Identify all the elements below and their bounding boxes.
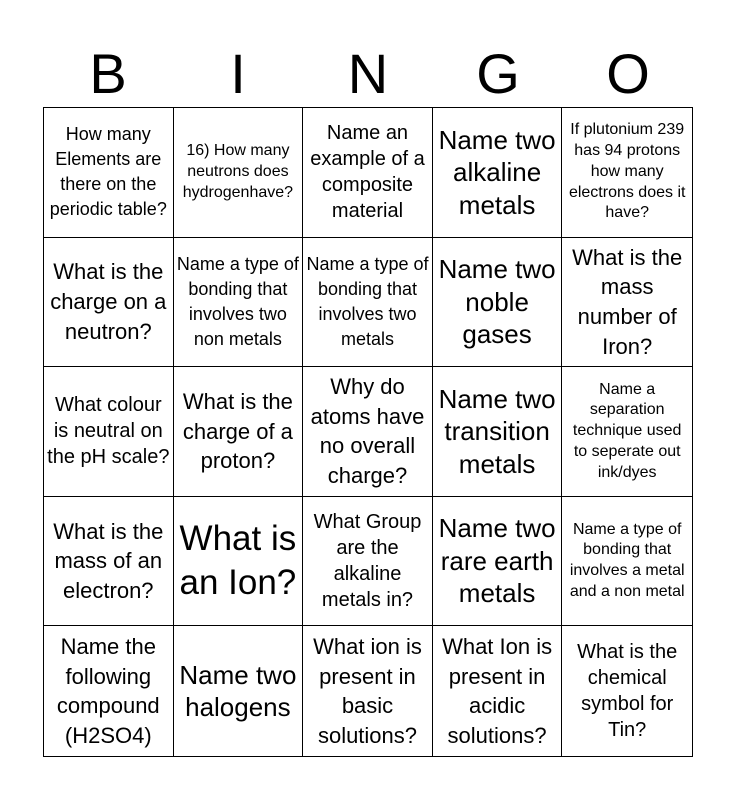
bingo-cell[interactable] (433, 367, 563, 497)
bingo-cell[interactable] (303, 108, 433, 238)
bingo-cell[interactable] (433, 626, 563, 756)
cell-text: Name a type of bonding that involves two metals (306, 253, 429, 350)
cell-text: Name two halogens (179, 659, 297, 723)
cell-text: If plutonium 239 has 94 protons how many electrons does it have? (568, 121, 686, 222)
bingo-cell[interactable] (174, 108, 304, 238)
bingo-cell[interactable] (303, 626, 433, 756)
cell-text: Name a type of bonding that involves a metal and a non metal (569, 520, 685, 600)
bingo-cell[interactable] (44, 238, 174, 368)
bingo-cell[interactable] (303, 497, 433, 627)
header-letter-b: B (89, 42, 127, 105)
cell-text: Name the following compound (H2SO4) (56, 633, 160, 748)
cell-text: What Ion is present in acidic solutions? (442, 633, 553, 748)
bingo-cell[interactable] (44, 497, 174, 627)
bingo-cell[interactable] (44, 108, 174, 238)
cell-text: What Group are the alkaline metals in? (313, 511, 422, 612)
cell-text: What colour is neutral on the pH scale? (47, 394, 170, 469)
cell-text: What is an Ion? (179, 519, 297, 603)
bingo-cell[interactable] (174, 238, 304, 368)
cell-text: Name an example of a composite material (310, 122, 425, 223)
bingo-cell[interactable] (562, 108, 692, 238)
bingo-cell[interactable] (44, 367, 174, 497)
cell-text: What ion is present in basic solutions? (313, 633, 422, 748)
header-letter-o: O (606, 42, 650, 105)
cell-text: Name two rare earth metals (438, 513, 556, 609)
cell-text: What is the charge on a neutron? (50, 259, 167, 344)
bingo-cell[interactable] (303, 238, 433, 368)
bingo-cell[interactable] (174, 626, 304, 756)
cell-text: Name two noble gases (438, 254, 556, 350)
bingo-cell[interactable] (44, 626, 174, 756)
cell-text: What is the chemical symbol for Tin? (577, 641, 678, 742)
bingo-cell[interactable] (303, 367, 433, 497)
cell-text: What is the mass number of Iron? (572, 244, 683, 359)
cell-text: 16) How many neutrons does hydrogenhave? (182, 142, 294, 201)
cell-text: What is the mass of an electron? (53, 518, 164, 603)
header-letter-n: N (347, 42, 389, 105)
cell-text: Name two alkaline metals (438, 124, 556, 220)
bingo-cell[interactable] (174, 497, 304, 627)
bingo-cell[interactable] (174, 367, 304, 497)
bingo-cell[interactable] (433, 497, 563, 627)
cell-text: Name two transition metals (438, 383, 556, 479)
bingo-cell[interactable] (562, 626, 692, 756)
bingo-cell[interactable] (433, 108, 563, 238)
cell-text: How many Elements are there on the periodic table? (49, 123, 167, 220)
bingo-cell[interactable] (433, 238, 563, 368)
bingo-cell[interactable] (562, 238, 692, 368)
header-letter-i: I (230, 42, 246, 105)
bingo-header (43, 42, 693, 106)
bingo-cell[interactable] (562, 367, 692, 497)
bingo-cell[interactable] (562, 497, 692, 627)
header-letter-g: G (476, 42, 520, 105)
bingo-board (43, 107, 693, 757)
cell-text: Name a separation technique used to seperate out ink/dyes (572, 380, 682, 481)
cell-text: Why do atoms have no overall charge? (310, 374, 425, 489)
cell-text: What is the charge of a proton? (182, 388, 293, 474)
cell-text: Name a type of bonding that involves two non metals (176, 253, 299, 350)
